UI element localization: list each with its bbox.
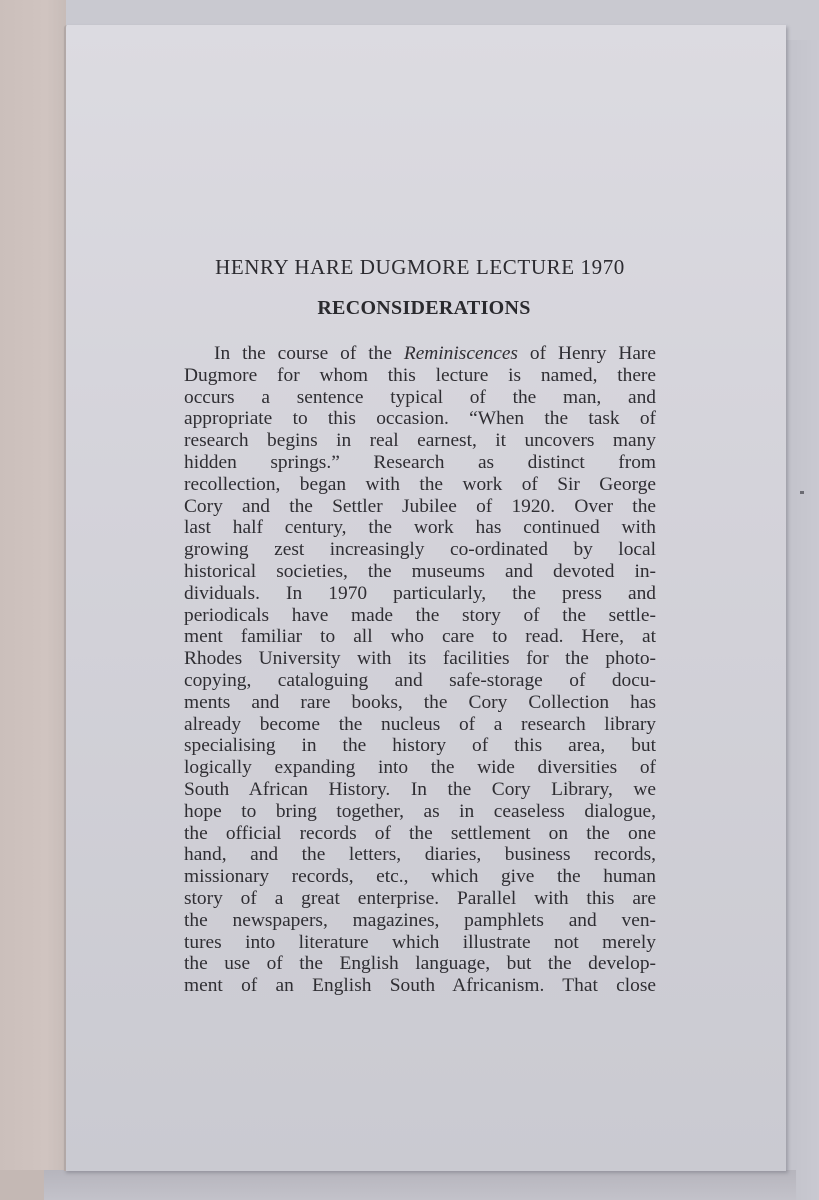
- text-line: the use of the English language, but the develop-: [184, 953, 656, 975]
- text-line: last half century, the work has continued with: [184, 517, 656, 539]
- cover-corner: [0, 1170, 50, 1200]
- text-line: tures into literature which illustrate not merely: [184, 931, 656, 953]
- text-line: the official records of the settlement on the one: [184, 822, 656, 844]
- text-line: occurs a sentence typical of the man, and: [184, 386, 656, 408]
- text-line: hand, and the letters, diaries, business records,: [184, 844, 656, 866]
- page-shadow: [44, 1170, 796, 1200]
- text-line: growing zest increasingly co-ordinated by local: [184, 539, 656, 561]
- lecture-heading: HENRY HARE DUGMORE LECTURE 1970: [215, 255, 625, 279]
- text-line: Rhodes University with its facilities for the photo-: [184, 648, 656, 670]
- text-line: already become the nucleus of a research library: [184, 713, 656, 735]
- text-line: ments and rare books, the Cory Collection has: [184, 691, 656, 713]
- text-line: ment of an English South Africanism. That close: [184, 975, 656, 997]
- italic-title: Reminiscences: [403, 343, 518, 364]
- text-line: hope to bring together, as in ceaseless dialogue,: [184, 800, 656, 822]
- text-line: specialising in the history of this area, but: [184, 735, 656, 757]
- text-line: South African History. In the Cory Library, we: [184, 778, 656, 800]
- text-line: recollection, began with the work of Sir George: [184, 473, 656, 495]
- text-line: Cory and the Settler Jubilee of 1920. Over the: [184, 495, 656, 517]
- text-line: dividuals. In 1970 particularly, the press and: [184, 582, 656, 604]
- text-line: missionary records, etc., which give the human: [184, 866, 656, 888]
- text-line: ment familiar to all who care to read. Here, at: [184, 626, 656, 648]
- text-line: historical societies, the museums and devoted in-: [184, 560, 656, 582]
- body-text: [184, 343, 656, 997]
- text-line: research begins in real earnest, it uncovers many: [184, 430, 656, 452]
- text-line: In the course of the Reminiscences of Henry Hare: [214, 343, 656, 364]
- text-line: Dugmore for whom this lecture is named, there: [184, 364, 656, 386]
- surface-speck: [800, 491, 804, 494]
- lecture-subheading: RECONSIDERATIONS: [317, 297, 531, 319]
- left-cover-edge: [0, 0, 66, 1200]
- background-surface: [784, 40, 819, 1200]
- text-line: story of a great enterprise. Parallel with this are: [184, 887, 656, 909]
- text-line: periodicals have made the story of the settle-: [184, 604, 656, 626]
- text-line: logically expanding into the wide diversities of: [184, 757, 656, 779]
- text-line: appropriate to this occasion. “When the task of: [184, 408, 656, 430]
- text-line: hidden springs.” Research as distinct from: [184, 451, 656, 473]
- text-line: the newspapers, magazines, pamphlets and ven-: [184, 909, 656, 931]
- text-line: copying, cataloguing and safe-storage of docu-: [184, 669, 656, 691]
